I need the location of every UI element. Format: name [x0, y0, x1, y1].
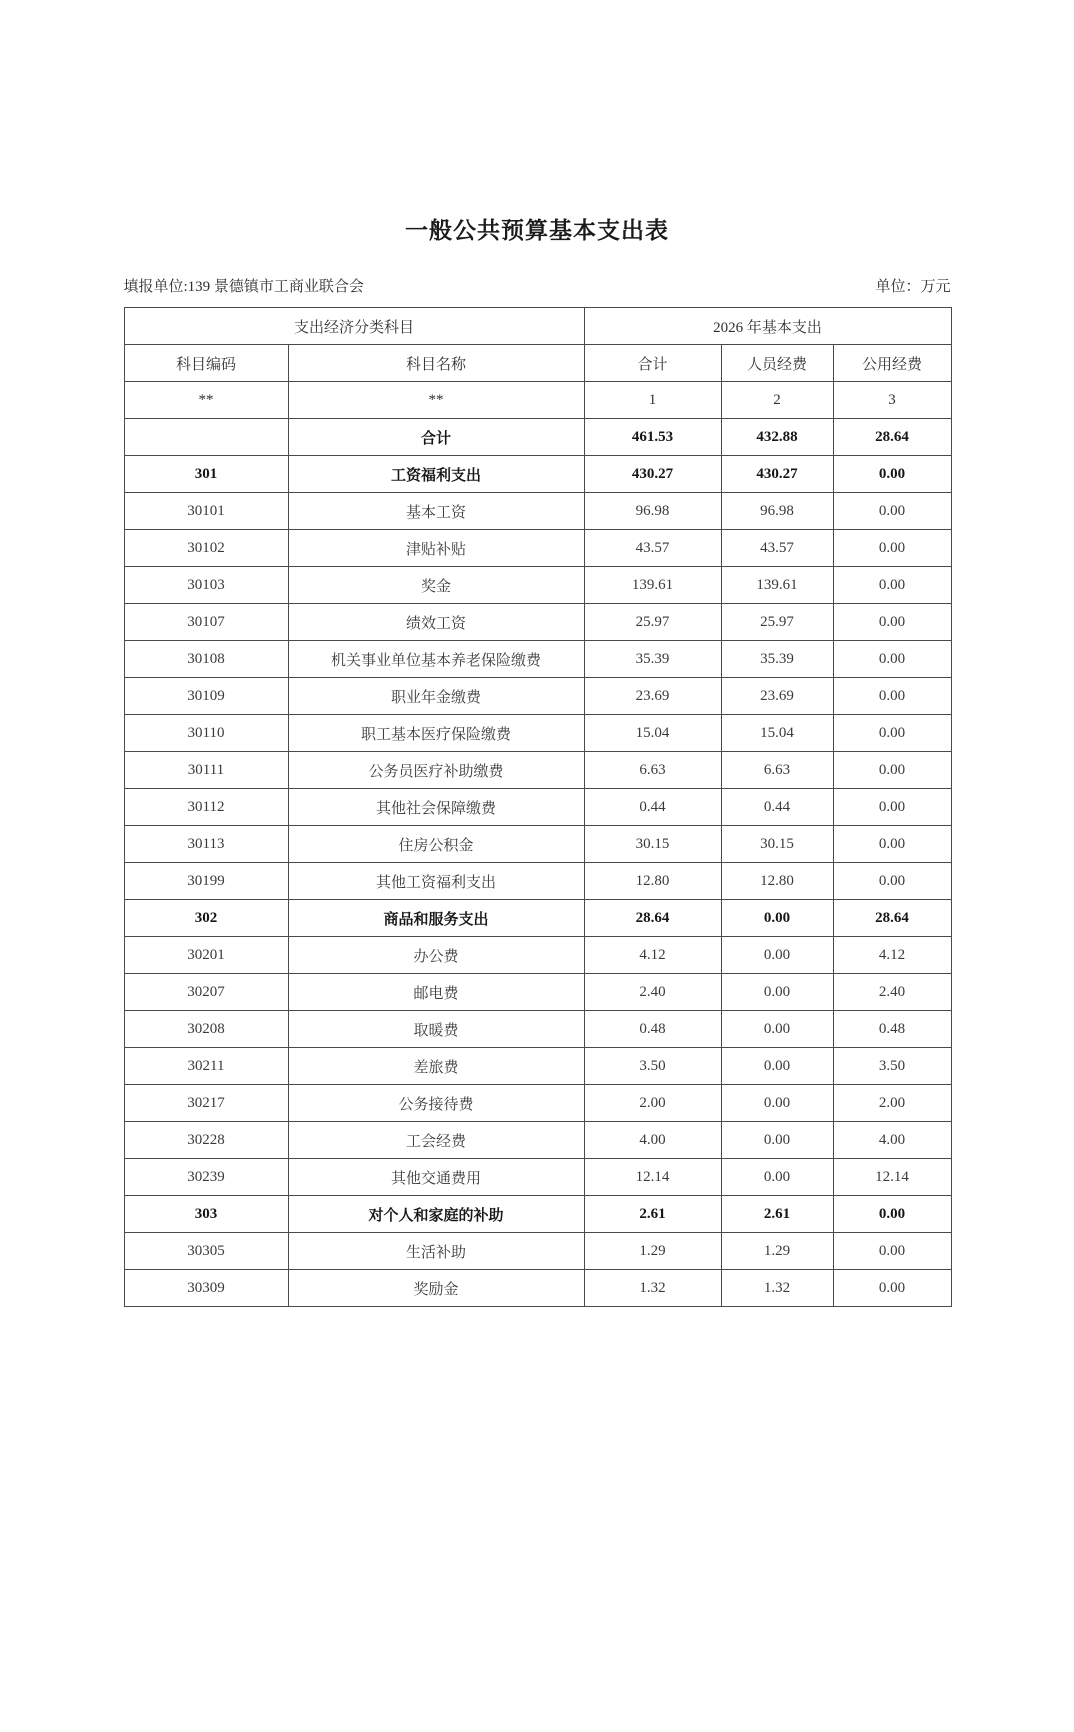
cell-code: 30201 [124, 937, 288, 974]
cell-name: 公务员医疗补助缴费 [288, 752, 584, 789]
cell-name: 其他交通费用 [288, 1159, 584, 1196]
table-row [124, 1233, 951, 1270]
cell-code: 30228 [124, 1122, 288, 1159]
table-header [124, 308, 951, 419]
table-row [124, 1196, 951, 1233]
cell-code: 302 [124, 900, 288, 937]
table-row [124, 826, 951, 863]
table-row [124, 567, 951, 604]
index-cell-total: 1 [584, 382, 721, 419]
index-cell-public: 3 [833, 382, 951, 419]
cell-total: 139.61 [584, 567, 721, 604]
cell-personnel: 0.00 [721, 974, 833, 1011]
cell-public: 0.00 [833, 678, 951, 715]
cell-name: 其他工资福利支出 [288, 863, 584, 900]
table-row [124, 493, 951, 530]
cell-personnel: 139.61 [721, 567, 833, 604]
cell-public: 4.12 [833, 937, 951, 974]
page-title: 一般公共预算基本支出表 [405, 218, 669, 243]
cell-total: 35.39 [584, 641, 721, 678]
cell-public: 28.64 [833, 419, 951, 456]
table-row [124, 419, 951, 456]
col-header-name: 科目名称 [288, 345, 584, 382]
cell-name: 生活补助 [288, 1233, 584, 1270]
cell-name: 奖金 [288, 567, 584, 604]
cell-code: 30305 [124, 1233, 288, 1270]
cell-personnel: 12.80 [721, 863, 833, 900]
cell-code: 30211 [124, 1048, 288, 1085]
cell-code: 30102 [124, 530, 288, 567]
cell-public: 2.00 [833, 1085, 951, 1122]
table-row [124, 1159, 951, 1196]
table-row [124, 1270, 951, 1307]
cell-code: 30239 [124, 1159, 288, 1196]
cell-code [124, 419, 288, 456]
cell-total: 3.50 [584, 1048, 721, 1085]
cell-total: 6.63 [584, 752, 721, 789]
cell-personnel: 43.57 [721, 530, 833, 567]
table-row [124, 789, 951, 826]
cell-total: 0.44 [584, 789, 721, 826]
table-row [124, 530, 951, 567]
cell-code: 30103 [124, 567, 288, 604]
cell-public: 0.00 [833, 789, 951, 826]
cell-name: 其他社会保障缴费 [288, 789, 584, 826]
cell-public: 28.64 [833, 900, 951, 937]
cell-total: 461.53 [584, 419, 721, 456]
cell-code: 30101 [124, 493, 288, 530]
cell-code: 30107 [124, 604, 288, 641]
cell-public: 2.40 [833, 974, 951, 1011]
cell-personnel: 0.00 [721, 1048, 833, 1085]
table-row [124, 863, 951, 900]
cell-name: 取暖费 [288, 1011, 584, 1048]
cell-name: 职业年金缴费 [288, 678, 584, 715]
cell-name: 住房公积金 [288, 826, 584, 863]
cell-public: 0.00 [833, 456, 951, 493]
cell-public: 0.00 [833, 641, 951, 678]
cell-personnel: 0.00 [721, 900, 833, 937]
cell-name: 奖励金 [288, 1270, 584, 1307]
cell-public: 3.50 [833, 1048, 951, 1085]
cell-public: 0.00 [833, 1270, 951, 1307]
table-row [124, 678, 951, 715]
table-row [124, 937, 951, 974]
cell-total: 0.48 [584, 1011, 721, 1048]
cell-personnel: 23.69 [721, 678, 833, 715]
cell-public: 0.00 [833, 493, 951, 530]
cell-name: 津贴补贴 [288, 530, 584, 567]
cell-total: 12.80 [584, 863, 721, 900]
table-row [124, 900, 951, 937]
index-row [124, 382, 951, 419]
table-row [124, 1122, 951, 1159]
cell-total: 28.64 [584, 900, 721, 937]
cell-total: 12.14 [584, 1159, 721, 1196]
cell-total: 2.61 [584, 1196, 721, 1233]
cell-name: 绩效工资 [288, 604, 584, 641]
index-cell-personnel: 2 [721, 382, 833, 419]
index-cell-name: ** [288, 382, 584, 419]
cell-code: 303 [124, 1196, 288, 1233]
cell-code: 30309 [124, 1270, 288, 1307]
column-header-row [124, 345, 951, 382]
cell-personnel: 96.98 [721, 493, 833, 530]
info-row [124, 275, 951, 296]
cell-public: 0.48 [833, 1011, 951, 1048]
cell-personnel: 0.00 [721, 1085, 833, 1122]
group-header-budget-year: 2026 年基本支出 [584, 308, 951, 345]
cell-name: 基本工资 [288, 493, 584, 530]
cell-total: 2.00 [584, 1085, 721, 1122]
cell-personnel: 25.97 [721, 604, 833, 641]
cell-personnel: 6.63 [721, 752, 833, 789]
cell-name: 办公费 [288, 937, 584, 974]
cell-total: 96.98 [584, 493, 721, 530]
cell-name: 对个人和家庭的补助 [288, 1196, 584, 1233]
budget-table [124, 307, 952, 1307]
col-header-code: 科目编码 [124, 345, 288, 382]
cell-total: 430.27 [584, 456, 721, 493]
cell-personnel: 432.88 [721, 419, 833, 456]
cell-public: 12.14 [833, 1159, 951, 1196]
cell-code: 30199 [124, 863, 288, 900]
cell-public: 0.00 [833, 1233, 951, 1270]
cell-total: 4.12 [584, 937, 721, 974]
cell-code: 30207 [124, 974, 288, 1011]
cell-personnel: 30.15 [721, 826, 833, 863]
table-row [124, 1048, 951, 1085]
table-row [124, 1085, 951, 1122]
col-header-personnel: 人员经费 [721, 345, 833, 382]
cell-personnel: 35.39 [721, 641, 833, 678]
cell-code: 30109 [124, 678, 288, 715]
document-page [124, 212, 951, 1307]
cell-personnel: 0.00 [721, 1011, 833, 1048]
cell-total: 23.69 [584, 678, 721, 715]
cell-total: 43.57 [584, 530, 721, 567]
cell-code: 30217 [124, 1085, 288, 1122]
cell-personnel: 2.61 [721, 1196, 833, 1233]
cell-personnel: 430.27 [721, 456, 833, 493]
cell-name: 机关事业单位基本养老保险缴费 [288, 641, 584, 678]
cell-name: 工资福利支出 [288, 456, 584, 493]
cell-personnel: 0.44 [721, 789, 833, 826]
cell-name: 差旅费 [288, 1048, 584, 1085]
cell-code: 30208 [124, 1011, 288, 1048]
table-row [124, 715, 951, 752]
cell-public: 4.00 [833, 1122, 951, 1159]
cell-name: 邮电费 [288, 974, 584, 1011]
cell-personnel: 0.00 [721, 1122, 833, 1159]
cell-personnel: 0.00 [721, 937, 833, 974]
cell-public: 0.00 [833, 567, 951, 604]
cell-name: 公务接待费 [288, 1085, 584, 1122]
table-body [124, 419, 951, 1307]
cell-name: 工会经费 [288, 1122, 584, 1159]
group-header-row [124, 308, 951, 345]
unit-note-label: 单位：万元 [875, 279, 951, 295]
cell-personnel: 15.04 [721, 715, 833, 752]
cell-total: 30.15 [584, 826, 721, 863]
cell-code: 301 [124, 456, 288, 493]
cell-total: 15.04 [584, 715, 721, 752]
cell-public: 0.00 [833, 826, 951, 863]
cell-code: 30111 [124, 752, 288, 789]
table-row [124, 752, 951, 789]
cell-public: 0.00 [833, 604, 951, 641]
cell-total: 1.29 [584, 1233, 721, 1270]
cell-code: 30113 [124, 826, 288, 863]
cell-public: 0.00 [833, 1196, 951, 1233]
cell-public: 0.00 [833, 530, 951, 567]
cell-name: 职工基本医疗保险缴费 [288, 715, 584, 752]
cell-code: 30112 [124, 789, 288, 826]
table-row [124, 1011, 951, 1048]
group-header-classification: 支出经济分类科目 [124, 308, 584, 345]
cell-code: 30108 [124, 641, 288, 678]
table-row [124, 456, 951, 493]
filing-unit-label: 填报单位:139 景德镇市工商业联合会 [123, 279, 364, 295]
table-row [124, 641, 951, 678]
col-header-public: 公用经费 [833, 345, 951, 382]
cell-total: 25.97 [584, 604, 721, 641]
index-cell-code: ** [124, 382, 288, 419]
cell-personnel: 1.32 [721, 1270, 833, 1307]
cell-name: 合计 [288, 419, 584, 456]
col-header-total: 合计 [584, 345, 721, 382]
cell-public: 0.00 [833, 863, 951, 900]
cell-personnel: 1.29 [721, 1233, 833, 1270]
cell-name: 商品和服务支出 [288, 900, 584, 937]
cell-code: 30110 [124, 715, 288, 752]
table-row [124, 974, 951, 1011]
cell-public: 0.00 [833, 715, 951, 752]
cell-total: 1.32 [584, 1270, 721, 1307]
cell-total: 4.00 [584, 1122, 721, 1159]
table-row [124, 604, 951, 641]
cell-total: 2.40 [584, 974, 721, 1011]
cell-personnel: 0.00 [721, 1159, 833, 1196]
cell-public: 0.00 [833, 752, 951, 789]
